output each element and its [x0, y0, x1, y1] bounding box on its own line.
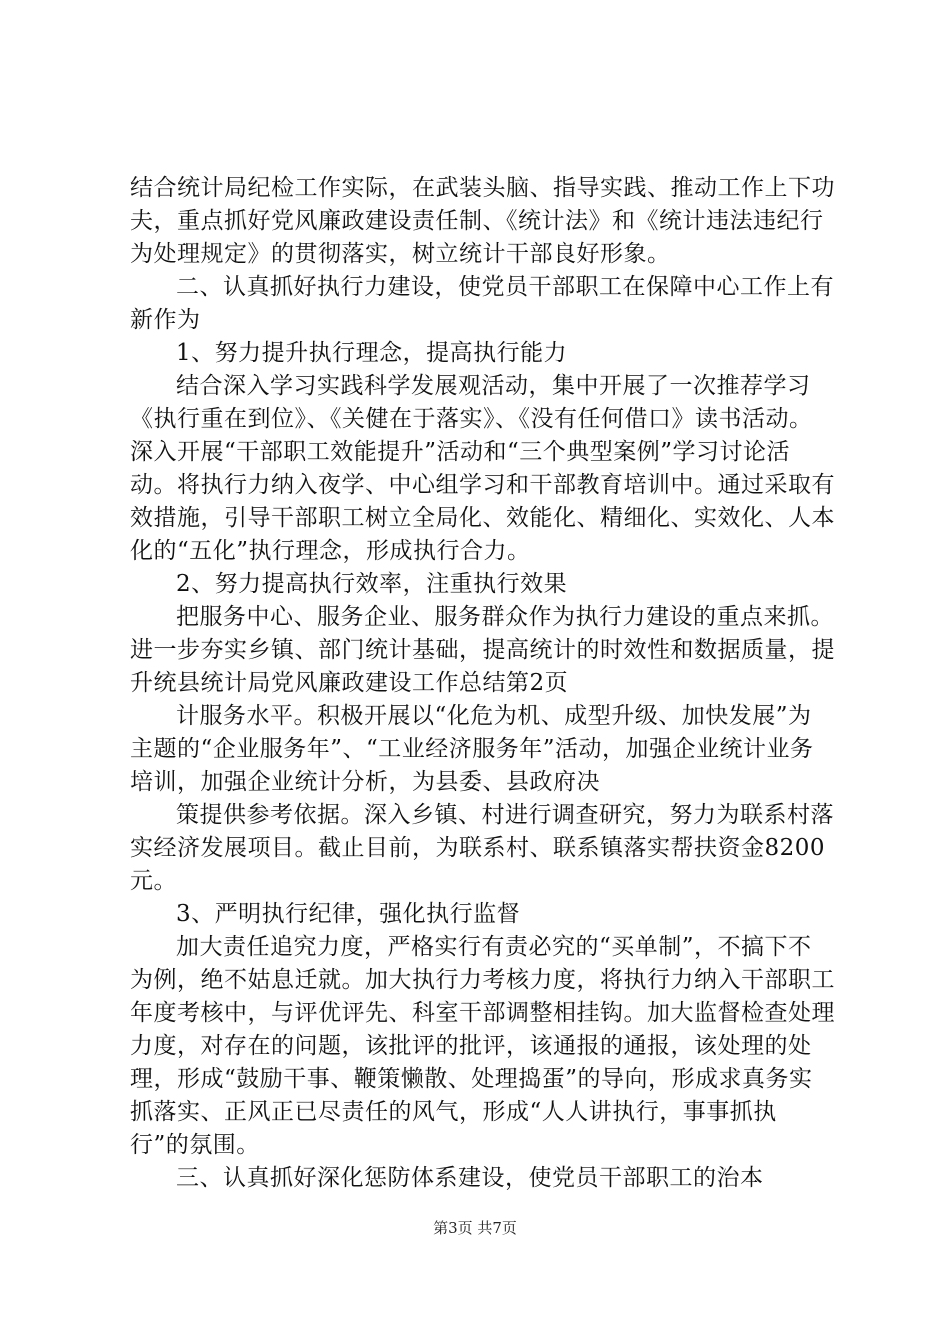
- section-heading-3: 三、认真抓好深化惩防体系建设，使党员干部职工的治本: [176, 1165, 764, 1191]
- section-heading-2: 二、认真抓好执行力建设，使党员干部职工在保障中心工作上有新作为: [130, 274, 834, 333]
- subheading-2-2: 2、努力提高执行效率，注重执行效果: [176, 571, 568, 597]
- page-number-footer: 第3页 共7页: [433, 1219, 517, 1237]
- subheading-2-1: 1、努力提升执行理念，提高执行能力: [176, 340, 568, 366]
- paragraph-2-2-continued: 计服务水平。积极开展以“化危为机、成型升级、加快发展”为主题的“企业服务年”、“工业经济服务年”活动，加强企业统计业务培训，加强企业统计分析，为县委、县政府决: [130, 703, 814, 795]
- paragraph-2-2-final: 策提供参考依据。深入乡镇、村进行调查研究，努力为联系村落实经济发展项目。截止目前，为联系村、联系镇落实帮扶资金8200元。: [130, 802, 834, 894]
- paragraph-continuation: 结合统计局纪检工作实际，在武装头脑、指导实践、推动工作上下功夫，重点抓好党风廉政建设责任制、《统计法》和《统计违法违纪行为处理规定》的贯彻落实，树立统计干部良好形象。: [130, 175, 835, 267]
- document-body: [130, 172, 835, 1195]
- subheading-2-3: 3、严明执行纪律，强化执行监督: [176, 901, 521, 927]
- paragraph-2-1-body: 结合深入学习实践科学发展观活动，集中开展了一次推荐学习《执行重在到位》、《关健在于落实》、《没有任何借口》读书活动。深入开展“干部职工效能提升”活动和“三个典型案例”学习讨论活动。将执行力纳入夜学、中心组学习和干部教育培训中。通过采取有效措施，引导干部职工树立全局化、效能化、精细化、实效化、人本化的“五化”执行理念，形成执行合力。: [130, 373, 835, 564]
- paragraph-2-2-body: 把服务中心、服务企业、服务群众作为执行力建设的重点来抓。进一步夯实乡镇、部门统计基础，提高统计的时效性和数据质量，提升统县统计局党风廉政建设工作总结第2页: [130, 604, 835, 696]
- paragraph-2-3-body: 加大责任追究力度，严格实行有责必究的“买单制”，不搞下不为例，绝不姑息迁就。加大执行力考核力度，将执行力纳入干部职工年度考核中，与评优评先、科室干部调整相挂钩。加大监督检查处理力度，对存在的问题，该批评的批评，该通报的通报，该处理的处理，形成“鼓励干事、鞭策懒散、处理捣蛋”的导向，形成求真务实抓落实、正风正已尽责任的风气，形成“人人讲执行，事事抓执行”的氛围。: [130, 934, 835, 1158]
